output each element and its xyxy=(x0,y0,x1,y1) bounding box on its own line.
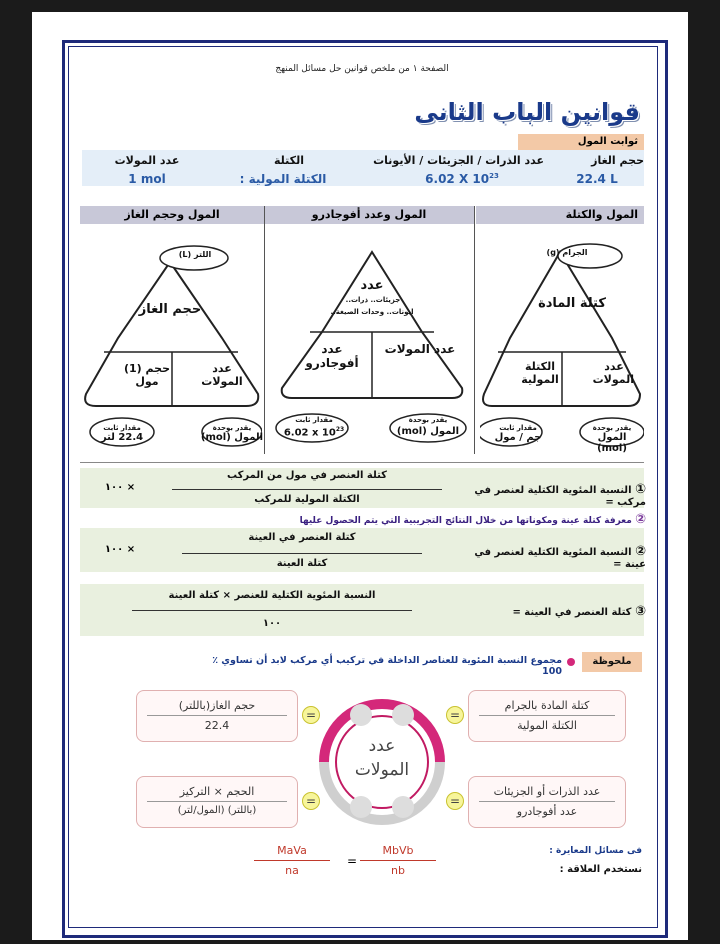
cloud-gas-left: المول (mol) xyxy=(200,432,264,443)
cloud-mass-right-label: يقدر بوحدة xyxy=(592,424,632,432)
const-value-mass: الكتلة المولية : xyxy=(239,172,327,186)
wheel-mass-line2: الكتلة المولية xyxy=(517,719,577,732)
tri-avogadro-top: عدد xyxy=(360,278,384,293)
cloud-gas-left-label: يقدر بوحدة xyxy=(212,424,252,432)
tri-avogadro-sub1: جزيئات.. ذرات.. xyxy=(345,296,401,304)
wheel-center-label: عدد المولات xyxy=(354,736,410,780)
cloud-avogadro-left-label: يقدر بوحدة xyxy=(408,416,448,424)
triangle-mass-diagram xyxy=(480,228,644,452)
formula-3-numerator: النسبة المئوية الكتلية للعنصر × كتلة العينة xyxy=(168,590,376,601)
wheel-mass-line1: كتلة المادة بالجرام xyxy=(504,699,590,712)
cloud-gas-unit: اللتر (L) xyxy=(178,250,212,259)
const-header-particles: عدد الذرات / الجزيئات / الأيونات xyxy=(373,154,544,167)
titration-label-2: نستخدم العلاقة : xyxy=(559,864,642,875)
const-value-gas: 22.4 L xyxy=(576,172,618,186)
wheel-particles-line1: عدد الذرات أو الجزيئات xyxy=(493,785,601,798)
triangle-gas-diagram xyxy=(82,228,262,452)
const-header-mass: الكتلة xyxy=(274,154,304,167)
tri-avogadro-sub2: ايونات.. وحدات الصيغة.. xyxy=(330,308,414,316)
cloud-mass-right: المول (mol) xyxy=(597,432,627,454)
tri-mass-bottom-left: عدد المولات xyxy=(592,360,634,386)
formula-2-note: ② معرفة كتلة عينة ومكوناتها من خلال النتائج التجريبية التي يتم الحصول عليها xyxy=(299,512,646,527)
section-title-gas: المول وحجم الغاز xyxy=(80,206,264,224)
titration-equals: = xyxy=(346,854,358,868)
formula-1-multiplier: × ١٠٠ xyxy=(104,482,136,493)
tri-gas-bottom-right: حجم (1) مول xyxy=(123,362,171,388)
tri-gas-top: حجم الغاز xyxy=(138,302,202,317)
tri-avogadro-bottom-left: عدد المولات xyxy=(384,342,456,356)
wheel-particles-line2: عدد أفوجادرو xyxy=(516,805,578,818)
titration-lhs-numerator: MaVa xyxy=(277,844,307,857)
section-title-mass: المول والكتلة xyxy=(476,206,644,224)
wheel-box-solution xyxy=(136,776,298,828)
note-tag: ملحوظة xyxy=(582,652,642,672)
wheel-solution-line2: (باللتر) (المول/لتر) xyxy=(177,805,257,816)
formula-3-denominator: ١٠٠ xyxy=(262,618,282,629)
constants-tag: ثوابت المول xyxy=(518,134,644,150)
const-value-avogadro: 6.02 X $10^{23}$ xyxy=(425,172,499,186)
formula-2-label: ② النسبة المئوية الكتلية لعنصر في عينة = xyxy=(474,544,646,570)
cloud-mass-left: جم / مول xyxy=(494,432,542,443)
formula-2-numerator: كتلة العنصر في العينة xyxy=(248,532,356,543)
formula-2-denominator: كتلة العينة xyxy=(276,558,328,569)
wheel-solution-line1: الحجم × التركيز xyxy=(179,785,255,798)
cloud-avogadro-right-label: مقدار ثابت xyxy=(295,416,333,424)
formula-3-label: ③ كتلة العنصر في العينة = xyxy=(512,604,646,619)
tri-mass-top: كتلة المادة xyxy=(538,296,606,311)
wheel-gas-line2: 22.4 xyxy=(204,719,230,732)
wheel-box-particles xyxy=(468,776,626,828)
tri-avogadro-bottom-right: عدد أفوجادرو xyxy=(305,342,359,370)
equals-icon: = xyxy=(302,706,320,724)
cloud-avogadro-left: المول (mol) xyxy=(396,426,460,437)
formula-1-label: ① النسبة المئوية الكتلية لعنصر في مركب = xyxy=(474,482,646,508)
wheel-box-gas xyxy=(136,690,298,742)
const-value-moles: 1 mol xyxy=(128,172,166,186)
wheel-gas-line1: حجم الغاز(باللتر) xyxy=(178,699,256,712)
tri-mass-bottom-right: الكتلة المولية xyxy=(521,360,559,386)
cloud-mass-unit: الجرام (g) xyxy=(546,248,588,257)
const-header-gas: حجم الغاز xyxy=(591,154,644,167)
formula-1-denominator: الكتلة المولية للمركب xyxy=(254,494,360,505)
tri-gas-bottom-left: عدد المولات xyxy=(201,362,243,388)
page-title: قوانين الباب الثانى xyxy=(414,98,640,126)
cloud-gas-right: 22.4 لتر xyxy=(100,432,144,443)
page-header: الصفحة ١ من ملخص قوانين حل مسائل المنهج xyxy=(275,64,449,74)
cloud-mass-left-label: مقدار ثابت xyxy=(499,424,537,432)
equals-icon: = xyxy=(302,792,320,810)
equals-icon: = xyxy=(446,792,464,810)
cloud-gas-right-label: مقدار ثابت xyxy=(103,424,141,432)
titration-lhs-denominator: na xyxy=(285,864,299,877)
wheel-box-mass xyxy=(468,690,626,742)
titration-rhs-denominator: nb xyxy=(391,864,405,877)
titration-label-1: فى مسائل المعايرة : xyxy=(549,846,642,856)
section-title-avogadro: المول وعدد أفوجادرو xyxy=(264,206,474,224)
document-page xyxy=(32,12,688,940)
formula-1-numerator: كتلة العنصر في مول من المركب xyxy=(227,470,387,481)
const-header-moles: عدد المولات xyxy=(114,154,180,167)
note-text: مجموع النسبة المئوية للعناصر الداخلة في تركيب أي مركب لابد أن تساوي ٪ 100 xyxy=(212,655,562,677)
titration-rhs-numerator: MbVb xyxy=(382,844,414,857)
cloud-avogadro-right: 6.02 x $10^{23}$ xyxy=(283,426,345,439)
formula-2-multiplier: × ١٠٠ xyxy=(104,544,136,555)
note-bullet-icon xyxy=(567,658,575,666)
equals-icon: = xyxy=(446,706,464,724)
